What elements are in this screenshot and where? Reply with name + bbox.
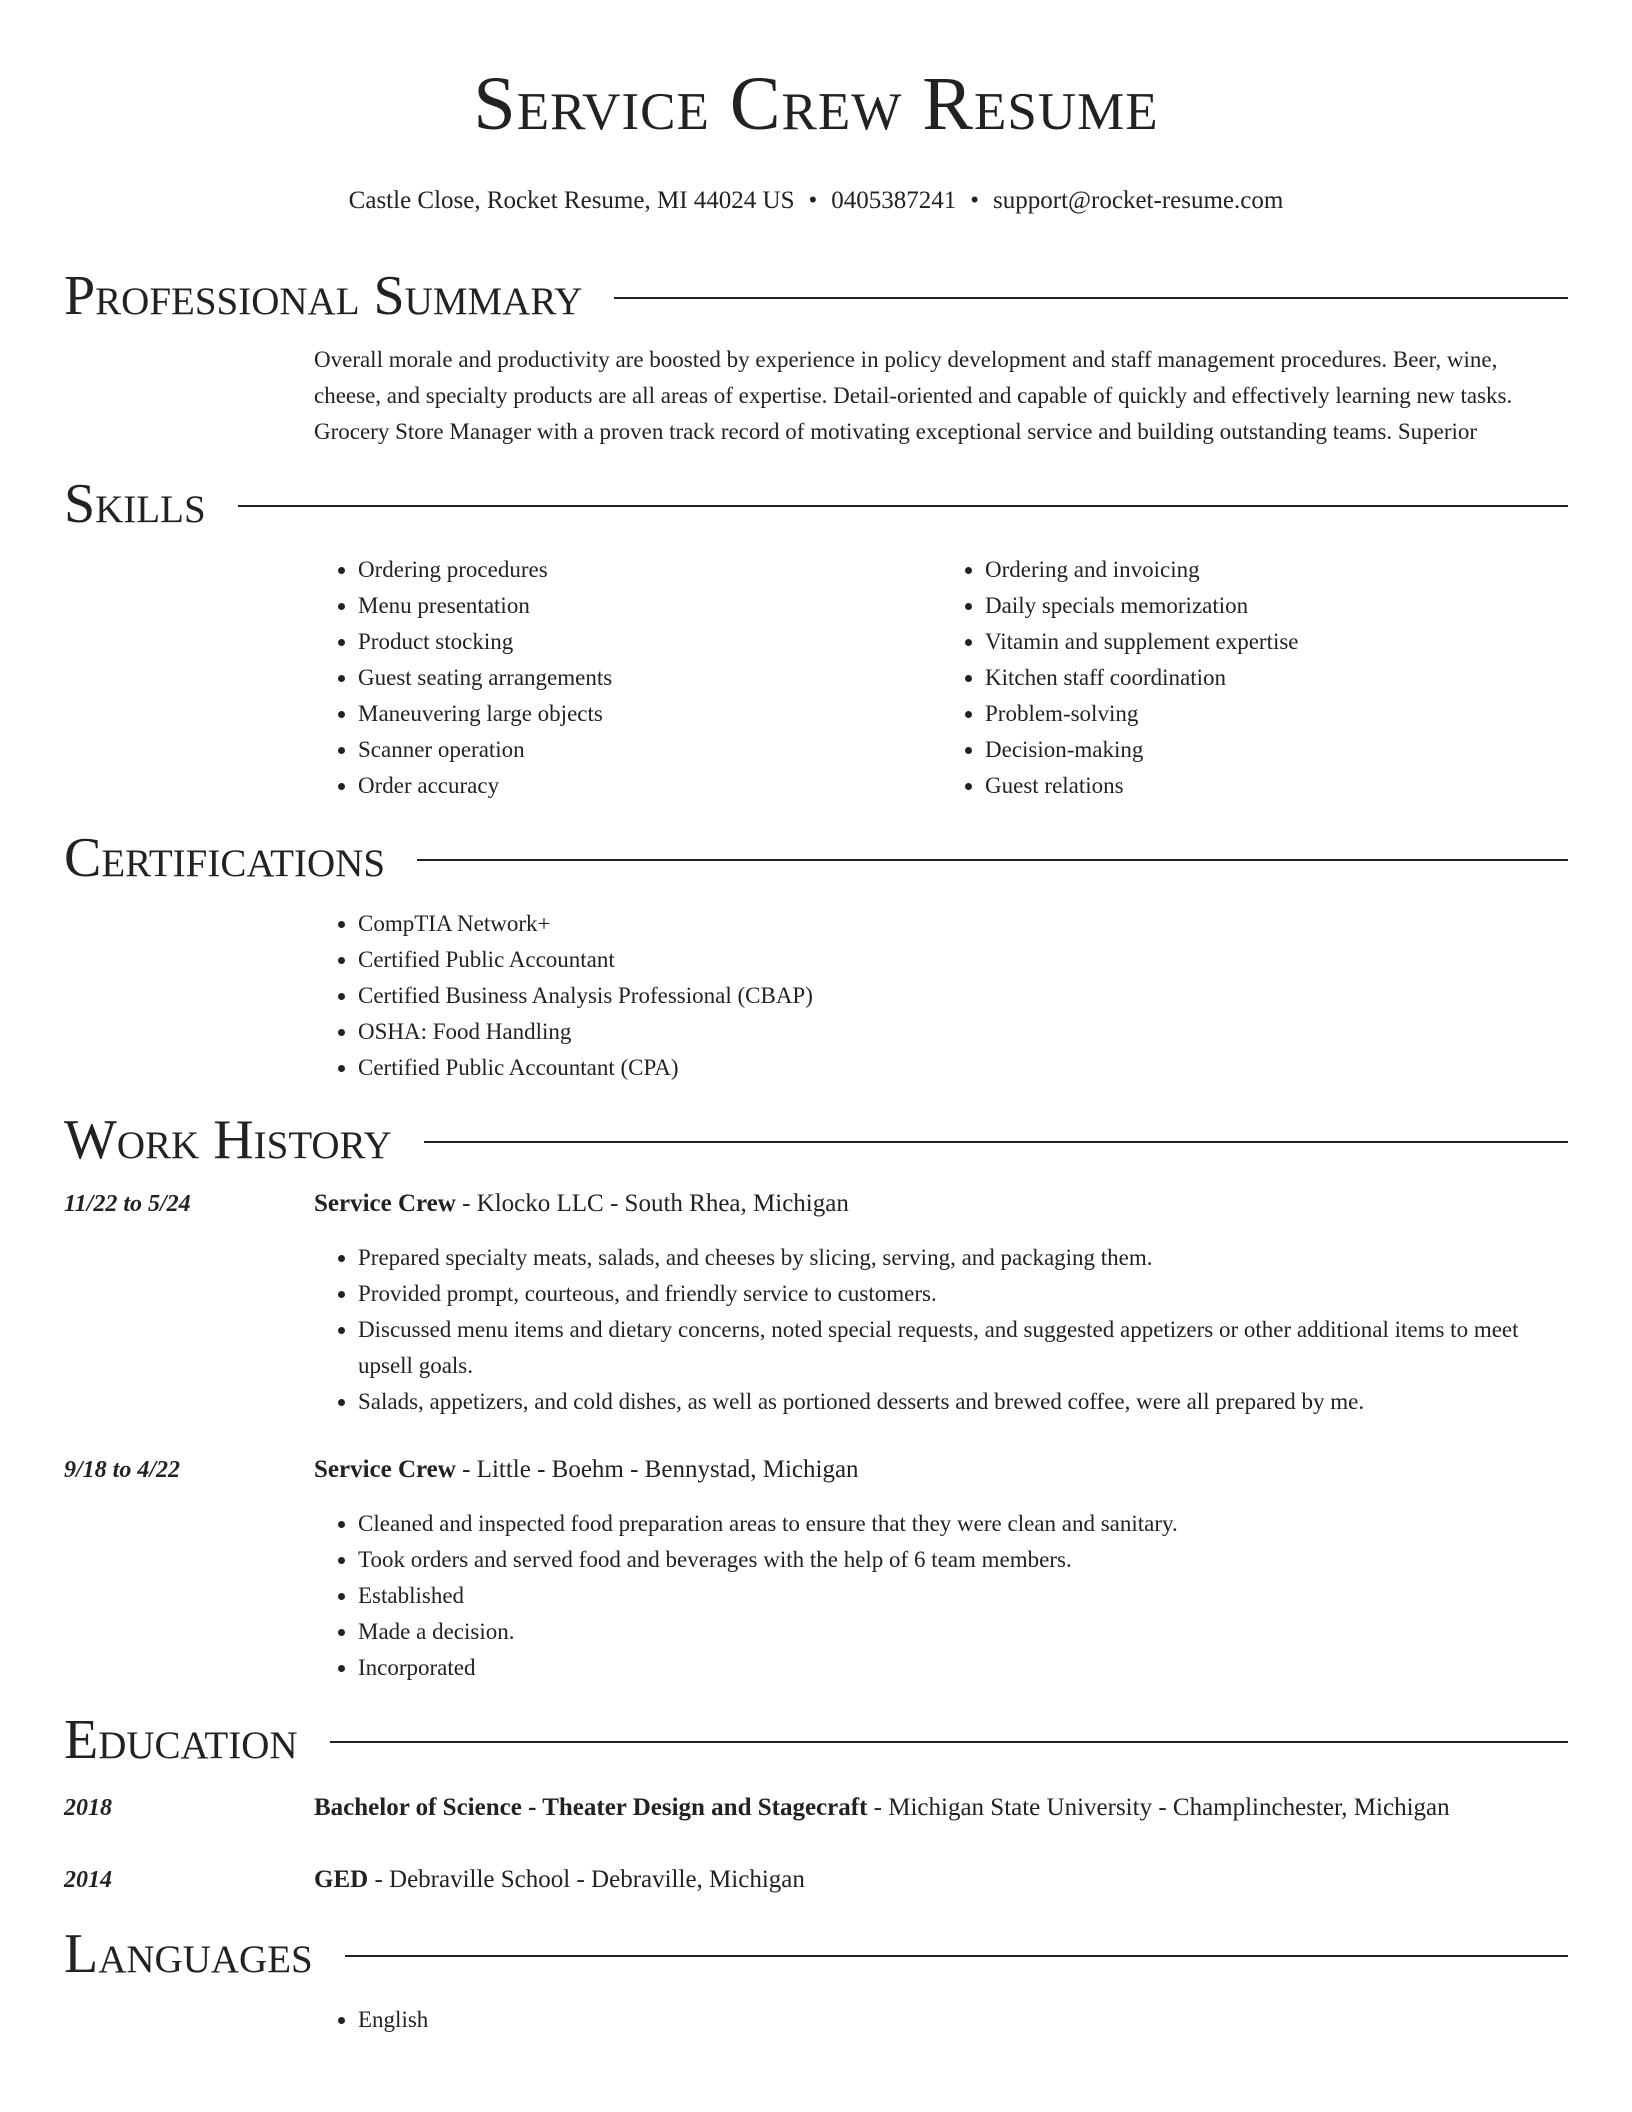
- skills-column-left: [314, 552, 941, 804]
- education-rule: [330, 1741, 1568, 1743]
- skill-item: • Daily specials memorization: [985, 588, 1568, 624]
- email: support@rocket-resume.com: [993, 187, 1284, 214]
- education-heading: Education: [64, 1709, 298, 1771]
- work-heading: Work History: [64, 1109, 392, 1171]
- education-body: [314, 1862, 1568, 1898]
- certifications-section-header: [64, 826, 1568, 890]
- education-degree: Bachelor of Science - Theater Design and Stagecraft: [314, 1794, 868, 1821]
- certifications-list: [314, 906, 1568, 1086]
- skill-item: • Ordering and invoicing: [985, 552, 1568, 588]
- skill-item: • Scanner operation: [358, 732, 941, 768]
- skill-item: • Guest relations: [985, 768, 1568, 804]
- summary-content: [314, 342, 1568, 450]
- languages-content: [314, 2002, 1568, 2038]
- education-body: [314, 1790, 1568, 1826]
- job-entry: [64, 1452, 1568, 1686]
- certifications-content: [314, 906, 1568, 1086]
- resume-name: Service Crew Resume: [473, 62, 1159, 146]
- job-dates: 9/18 to 4/22: [64, 1457, 181, 1483]
- job-bullets: [314, 1240, 1568, 1420]
- job-body: [314, 1186, 1568, 1420]
- skill-item: • Maneuvering large objects: [358, 696, 941, 732]
- job-title-line: [314, 1186, 1568, 1222]
- work-rule: [424, 1141, 1568, 1143]
- skill-item: • Kitchen staff coordination: [985, 660, 1568, 696]
- certification-item: • CompTIA Network+: [358, 906, 1568, 942]
- contact-line: [64, 186, 1568, 216]
- job-bullet: • Made a decision.: [358, 1614, 1568, 1650]
- job-bullet: • Established: [358, 1578, 1568, 1614]
- summary-rule: [614, 297, 1568, 299]
- education-details: - Michigan State University - Champlinchester, Michigan: [867, 1794, 1450, 1821]
- education-year: 2018: [64, 1795, 112, 1821]
- certification-item: • Certified Business Analysis Professional (CBAP): [358, 978, 1568, 1014]
- job-title: Service Crew: [314, 1456, 456, 1483]
- certification-item: • OSHA: Food Handling: [358, 1014, 1568, 1050]
- certifications-heading: Certifications: [64, 827, 386, 889]
- phone: 0405387241: [831, 187, 957, 214]
- address: Castle Close, Rocket Resume, MI 44024 US: [348, 187, 795, 214]
- job-bullets: [314, 1506, 1568, 1686]
- skill-item: • Product stocking: [358, 624, 941, 660]
- job-details: - Little - Boehm - Bennystad, Michigan: [455, 1456, 859, 1483]
- job-entry: [64, 1186, 1568, 1420]
- education-entry: [64, 1790, 1568, 1826]
- summary-section-header: [64, 264, 1568, 328]
- job-title: Service Crew: [314, 1190, 456, 1217]
- job-bullet: • Discussed menu items and dietary concerns, noted special requests, and suggested appetizers or other additional items to meet upsell goals.: [358, 1312, 1568, 1384]
- job-bullet: • Prepared specialty meats, salads, and cheeses by slicing, serving, and packaging them.: [358, 1240, 1568, 1276]
- job-bullet: • Incorporated: [358, 1650, 1568, 1686]
- education-section-header: [64, 1708, 1568, 1772]
- job-dates: 11/22 to 5/24: [64, 1191, 191, 1217]
- skill-item: • Problem-solving: [985, 696, 1568, 732]
- education-line: [314, 1862, 1568, 1898]
- skills-column-right: [941, 552, 1568, 804]
- summary-heading: Professional Summary: [64, 265, 583, 327]
- skills-section-header: [64, 472, 1568, 536]
- separator-2: •: [970, 187, 980, 214]
- job-bullet: • Cleaned and inspected food preparation areas to ensure that they were clean and sanitary.: [358, 1506, 1568, 1542]
- education-degree: GED: [314, 1866, 369, 1893]
- skill-item: • Vitamin and supplement expertise: [985, 624, 1568, 660]
- job-title-line: [314, 1452, 1568, 1488]
- languages-section-header: [64, 1922, 1568, 1986]
- job-bullet: • Took orders and served food and beverages with the help of 6 team members.: [358, 1542, 1568, 1578]
- skill-item: • Ordering procedures: [358, 552, 941, 588]
- skill-item: • Decision-making: [985, 732, 1568, 768]
- education-line: [314, 1790, 1568, 1826]
- certification-item: • Certified Public Accountant: [358, 942, 1568, 978]
- skill-item: • Guest seating arrangements: [358, 660, 941, 696]
- work-section-header: [64, 1108, 1568, 1172]
- skills-rule: [238, 505, 1568, 507]
- certification-item: • Certified Public Accountant (CPA): [358, 1050, 1568, 1086]
- skill-item: • Menu presentation: [358, 588, 941, 624]
- languages-heading: Languages: [64, 1923, 313, 1985]
- job-details: - Klocko LLC - South Rhea, Michigan: [455, 1190, 849, 1217]
- job-bullet: • Provided prompt, courteous, and friendly service to customers.: [358, 1276, 1568, 1312]
- skills-list: [314, 552, 1568, 804]
- skills-heading: Skills: [64, 473, 206, 535]
- summary-text: Overall morale and productivity are boosted by experience in policy development and staff management procedures. Beer, wine, cheese, and specialty products are all areas of expertise. Detail-oriented and capable of quickly and effectively learning new tasks. Grocery Store Manager with a proven track record of motivating exceptional service and building outstanding teams. Superior: [314, 347, 1513, 444]
- education-details: - Debraville School - Debraville, Michigan: [368, 1866, 805, 1893]
- languages-list: [314, 2002, 1568, 2038]
- skill-item: • Order accuracy: [358, 768, 941, 804]
- education-year: 2014: [64, 1867, 112, 1893]
- certifications-rule: [417, 859, 1568, 861]
- job-body: [314, 1452, 1568, 1686]
- language-item: • English: [358, 2002, 1568, 2038]
- job-bullet: • Salads, appetizers, and cold dishes, as well as portioned desserts and brewed coffee, were all prepared by me.: [358, 1384, 1568, 1420]
- separator-1: •: [808, 187, 818, 214]
- languages-rule: [345, 1955, 1568, 1957]
- education-entry: [64, 1862, 1568, 1898]
